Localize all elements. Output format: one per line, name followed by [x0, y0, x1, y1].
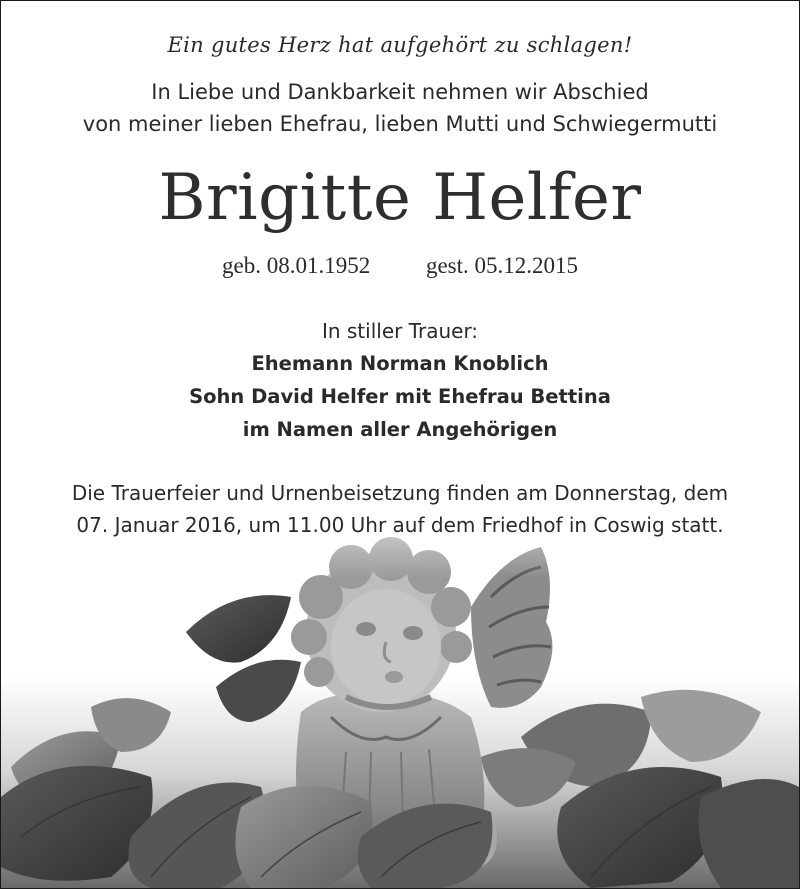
- death-date: gest. 05.12.2015: [425, 253, 579, 278]
- service-info-line-1: Die Trauerfeier und Urnenbeisetzung finden am Donnerstag, dem: [71, 481, 729, 505]
- life-dates: [1, 253, 799, 279]
- intro-line-1: In Liebe und Dankbarkeit nehmen wir Abschied: [151, 80, 649, 104]
- angel-statue-photo: [1, 537, 799, 888]
- deceased-name: Brigitte Helfer: [158, 161, 642, 235]
- mourner-line: Ehemann Norman Knoblich: [251, 352, 549, 375]
- birth-date: geb. 08.01.1952: [221, 253, 371, 278]
- mourner-line: Sohn David Helfer mit Ehefrau Bettina: [189, 385, 611, 408]
- mourning-heading: In stiller Trauer:: [321, 319, 479, 343]
- mourner-line: im Namen aller Angehörigen: [242, 418, 558, 441]
- motto-line: Ein gutes Herz hat aufgehört zu schlagen!: [167, 33, 633, 57]
- intro-line-2: von meiner lieben Ehefrau, lieben Mutti und Schwiegermutti: [82, 112, 718, 136]
- service-info-line-2: 07. Januar 2016, um 11.00 Uhr auf dem Friedhof in Coswig statt.: [76, 513, 724, 537]
